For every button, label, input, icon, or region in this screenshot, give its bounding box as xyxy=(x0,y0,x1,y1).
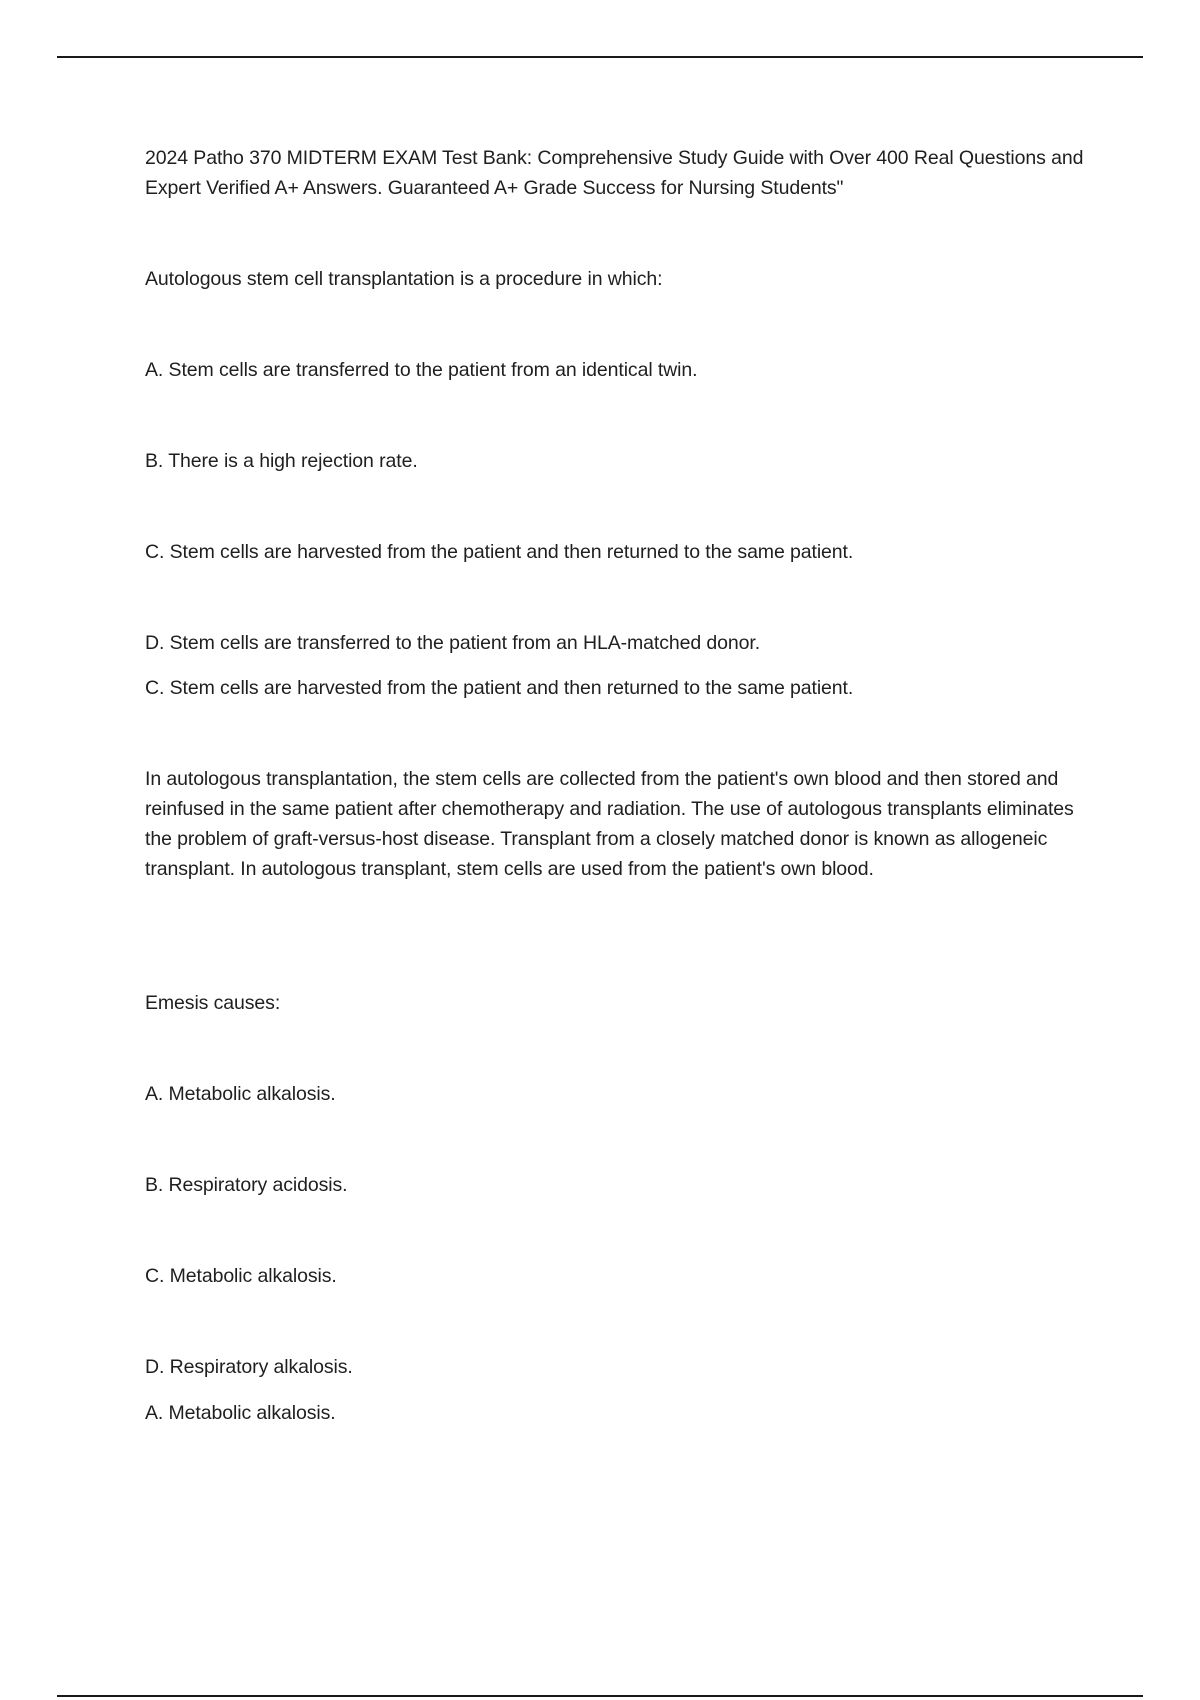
question-2-prompt: Emesis causes: xyxy=(145,992,281,1014)
question-1-prompt: Autologous stem cell transplantation is a procedure in which: xyxy=(145,268,663,290)
question-1-option-d: D. Stem cells are transferred to the patient from an HLA-matched donor. xyxy=(145,632,761,654)
bottom-rule xyxy=(57,1695,1143,1697)
question-1-option-a: A. Stem cells are transferred to the patient from an identical twin. xyxy=(145,359,698,381)
question-2-answer: A. Metabolic alkalosis. xyxy=(145,1402,336,1424)
document-title: 2024 Patho 370 MIDTERM EXAM Test Bank: Comprehensive Study Guide with Over 400 Real Questions and Expert Verified A+ Answers. Guaranteed A+ Grade Success for Nursing Students" xyxy=(145,147,1084,199)
question-1-rationale: In autologous transplantation, the stem cells are collected from the patient's own blood and then stored and reinfused in the same patient after chemotherapy and radiation. The use of autologous transplants eliminates the problem of graft-versus-host disease. Transplant from a closely matched donor is known as allogeneic transplant. In autologous transplant, stem cells are used from the patient's own blood. xyxy=(145,768,1074,880)
question-2-option-c: C. Metabolic alkalosis. xyxy=(145,1265,337,1287)
question-1-answer: C. Stem cells are harvested from the patient and then returned to the same patient. xyxy=(145,677,854,699)
question-2-option-a: A. Metabolic alkalosis. xyxy=(145,1083,336,1105)
top-rule xyxy=(57,56,1143,58)
question-2-option-b: B. Respiratory acidosis. xyxy=(145,1174,348,1196)
question-1-option-b: B. There is a high rejection rate. xyxy=(145,450,418,472)
question-1-option-c: C. Stem cells are harvested from the patient and then returned to the same patient. xyxy=(145,541,854,563)
question-2-option-d: D. Respiratory alkalosis. xyxy=(145,1356,353,1378)
